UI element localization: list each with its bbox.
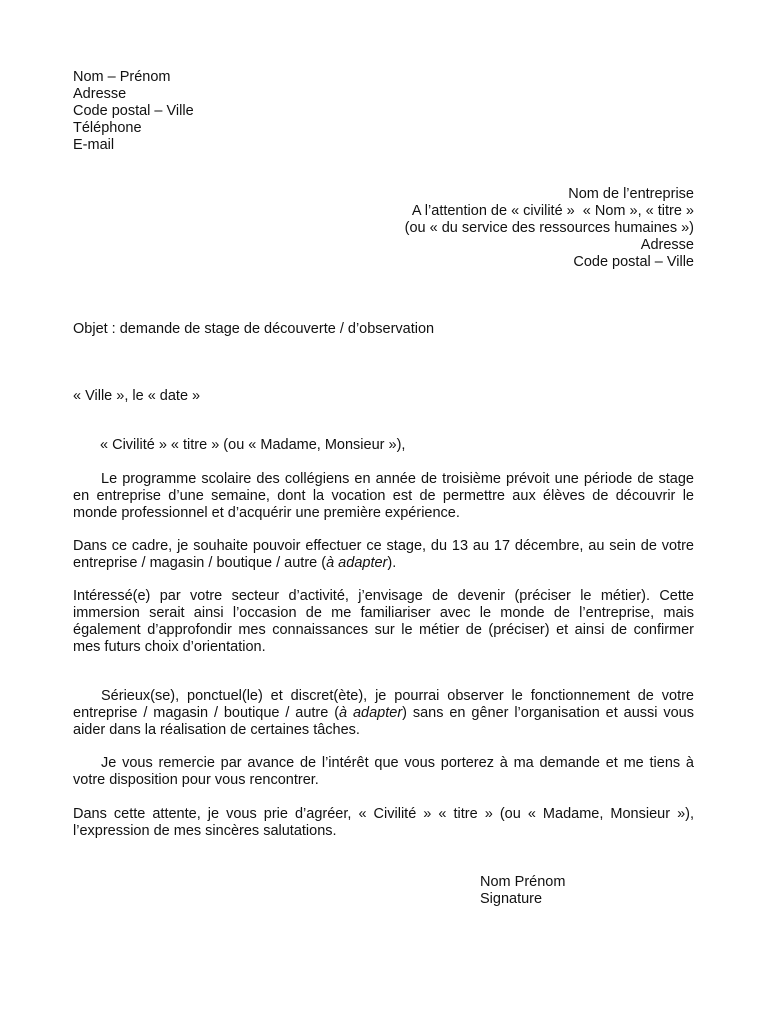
- paragraph-qualities: [73, 688, 694, 739]
- paragraph-dates-italic: à adapter: [326, 555, 388, 571]
- paragraph-dates-text: Dans ce cadre, je souhaite pouvoir effectuer ce stage, du 13 au 17 décembre, au sein de votre entreprise / magasin / boutique / autre (: [73, 538, 694, 571]
- sender-address: Adresse: [73, 86, 127, 102]
- paragraph-thanks: Je vous remercie par avance de l’intérêt que vous porterez à ma demande et me tiens à votre disposition pour vous rencontrer.: [73, 755, 694, 788]
- recipient-address: Adresse: [640, 237, 694, 253]
- sender-name: Nom – Prénom: [73, 69, 171, 85]
- paragraph-intro: Le programme scolaire des collégiens en année de troisième prévoit une période de stage en entreprise d’une semaine, dont la vocation est de permettre aux élèves de découvrir le monde professionnel et d’acquérir une première expérience.: [73, 471, 694, 521]
- sender-block: [73, 69, 194, 154]
- sender-phone: Téléphone: [73, 120, 142, 136]
- recipient-block: [405, 186, 694, 271]
- paragraph-qualities-end: ) sans en gêner l’organisation et aussi vous aider dans la réalisation de certaines tâches.: [73, 705, 694, 738]
- paragraph-interest: Intéressé(e) par votre secteur d’activité, j’envisage de devenir (préciser le métier). Cette immersion serait ainsi l’occasion de me familiariser avec le monde de l’entreprise, mais également d’approfondir mes connaissances sur le métier de (préciser) et ainsi de confirmer mes futurs choix d’orientation.: [73, 588, 694, 655]
- greeting: « Civilité » « titre » (ou « Madame, Monsieur »),: [100, 437, 406, 453]
- paragraph-dates: [73, 538, 694, 572]
- sender-postal-city: Code postal – Ville: [73, 103, 194, 119]
- paragraph-dates-end: ).: [387, 555, 397, 571]
- recipient-postal-city: Code postal – Ville: [573, 254, 694, 270]
- paragraph-closing: Dans cette attente, je vous prie d’agréer, « Civilité » « titre » (ou « Madame, Monsieur »), l’expression de mes sincères salutations.: [73, 806, 694, 839]
- paragraph-qualities-italic: à adapter: [339, 705, 403, 721]
- sender-email: E-mail: [73, 137, 115, 153]
- recipient-alt-service: (ou « du service des ressources humaines »): [404, 220, 694, 236]
- signoff-signature: Signature: [480, 891, 543, 907]
- paragraph-qualities-text: Sérieux(se), ponctuel(le) et discret(ète), je pourrai observer le fonctionnement de votre entreprise / magasin / boutique / autre (: [73, 688, 694, 721]
- recipient-company: Nom de l’entreprise: [568, 186, 694, 202]
- recipient-attention: A l’attention de « civilité » « Nom », « titre »: [411, 203, 694, 219]
- signoff-block: [480, 874, 565, 908]
- place-date: « Ville », le « date »: [73, 388, 201, 404]
- letter-object: Objet : demande de stage de découverte / d’observation: [73, 321, 435, 337]
- signoff-name: Nom Prénom: [480, 874, 566, 890]
